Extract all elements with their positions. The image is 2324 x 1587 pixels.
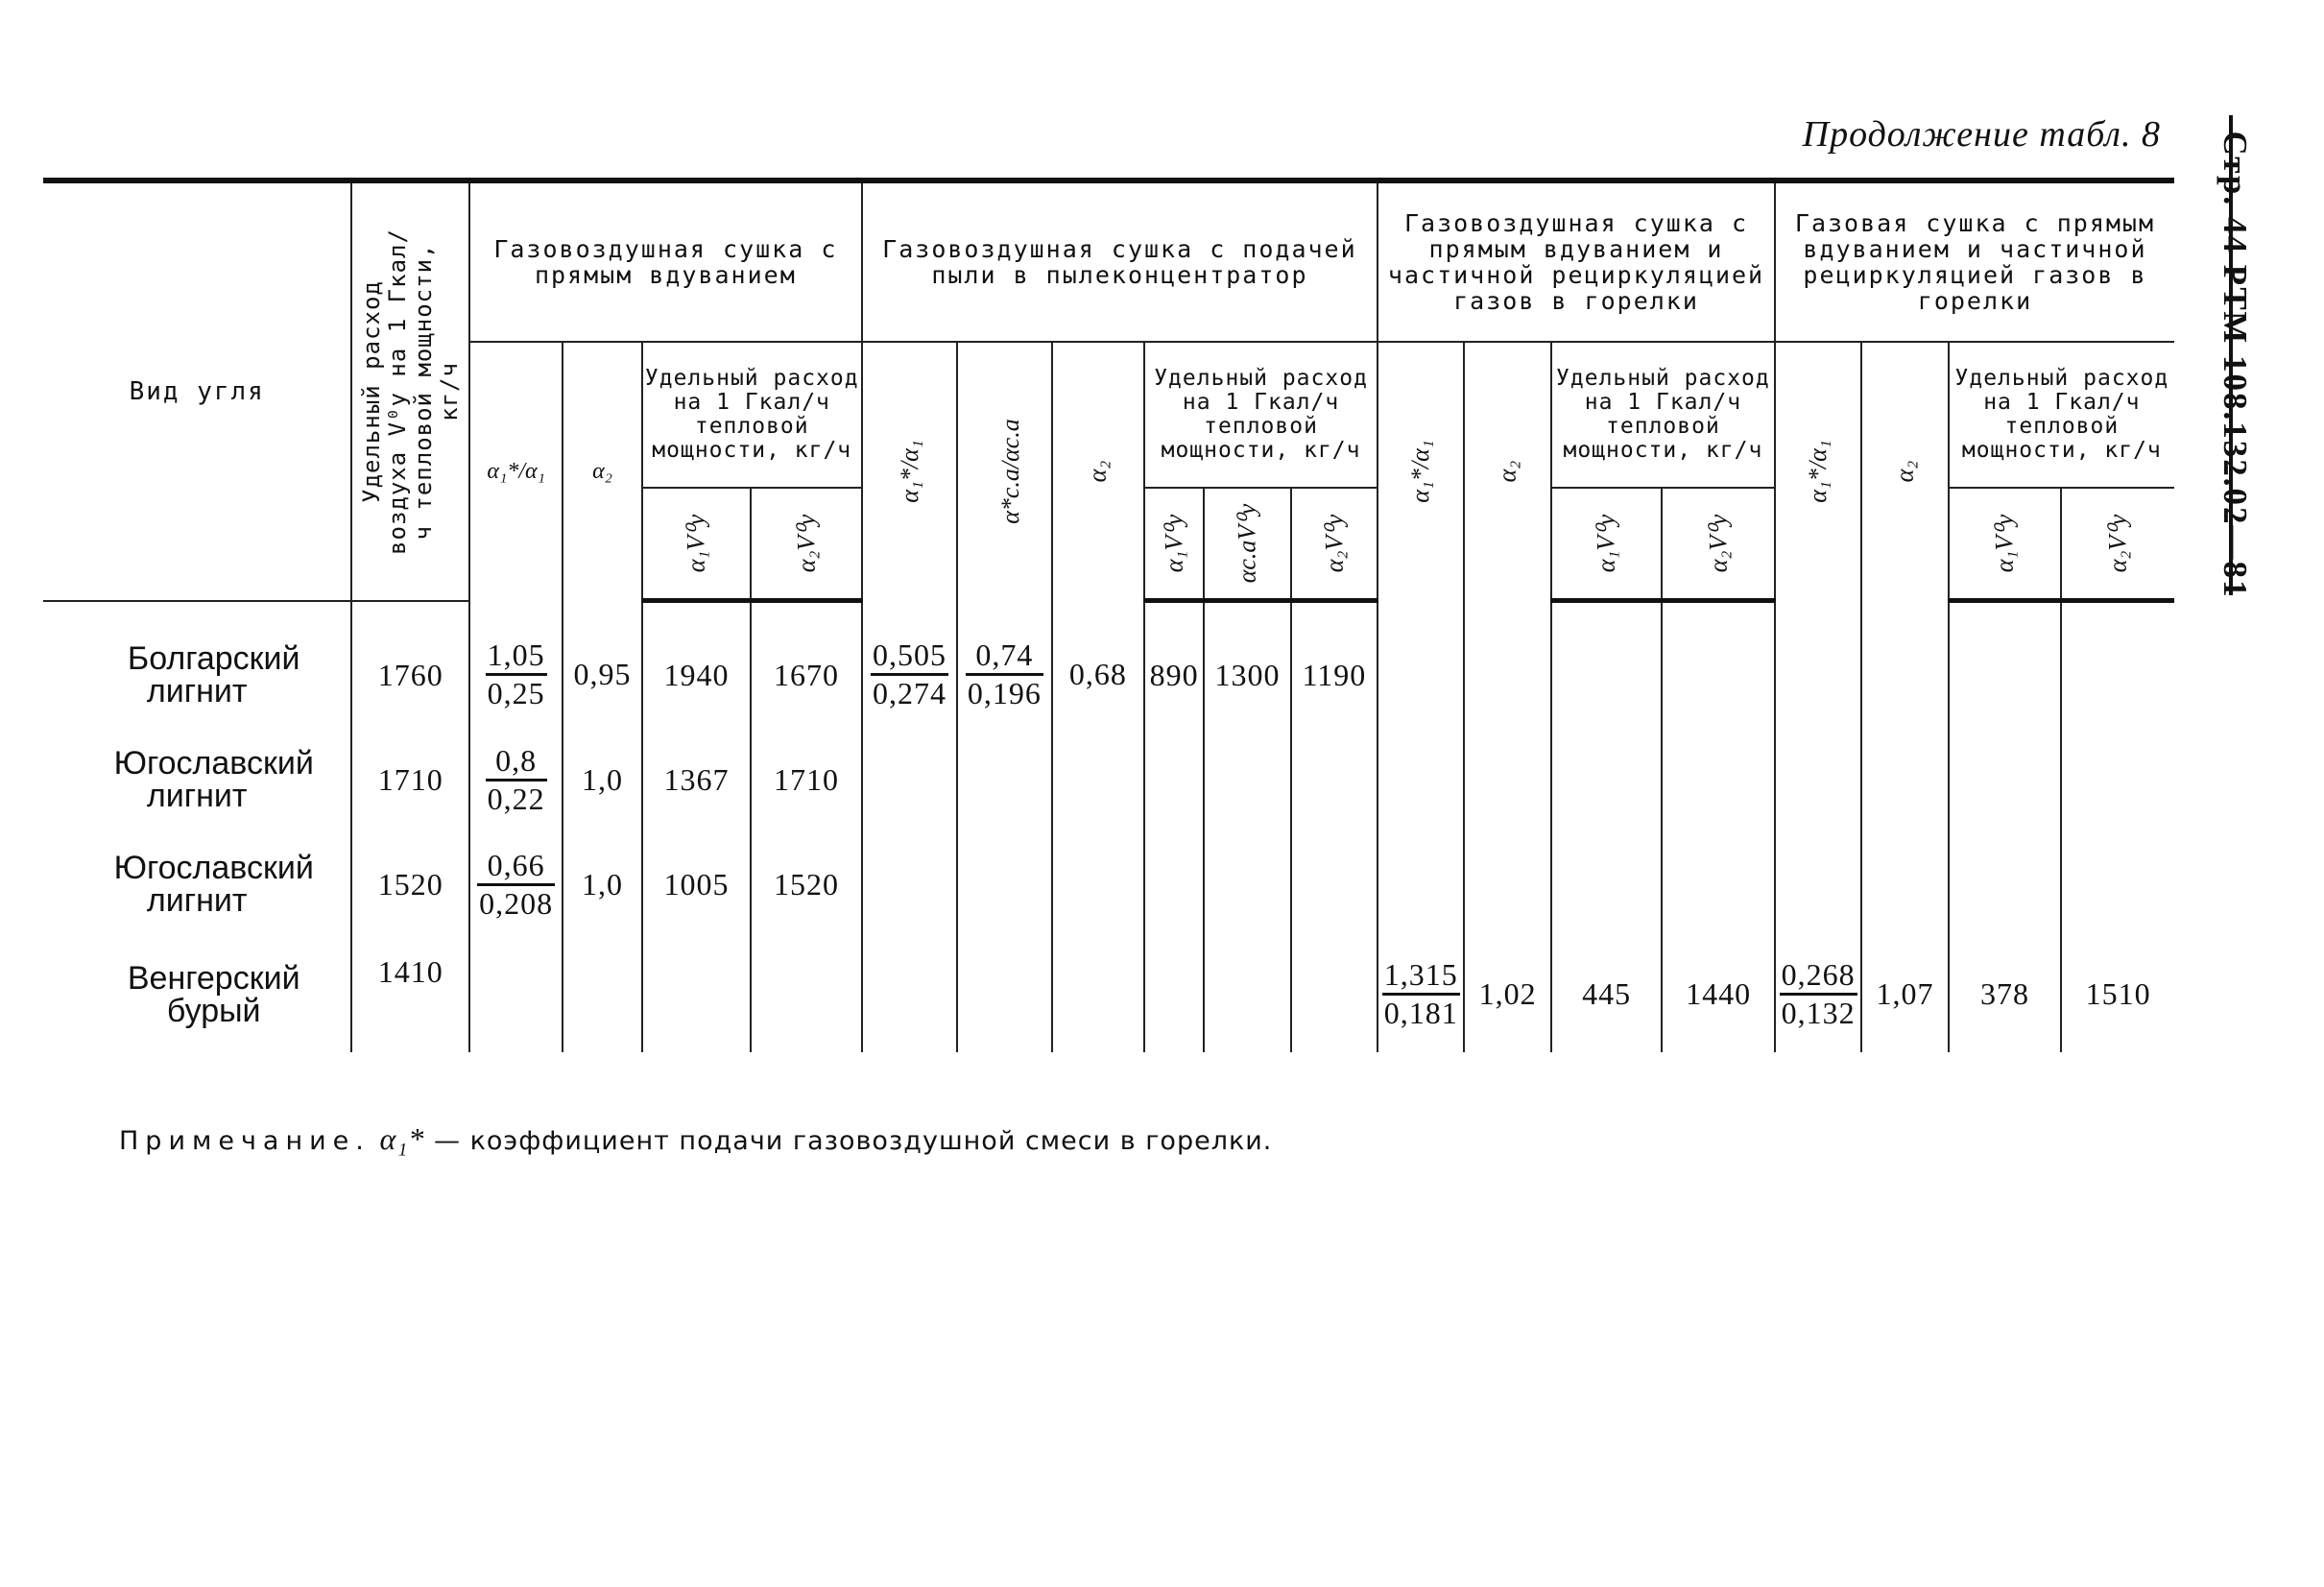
g1-ratio-num: 0,8 [486,743,547,781]
g2-a1star-header [862,342,957,601]
table-row [43,937,2174,1052]
g2-ca-ratio-den: 0,196 [967,676,1042,710]
g2-ratio-num: 0,505 [871,637,948,676]
g2-a1v-value: 890 [1144,601,1204,728]
g2-ratio-den: 0,274 [872,676,946,710]
coal-name-line2: лигнит [146,778,248,814]
g1-ratio-den: 0,22 [487,781,545,816]
side-page-label [2206,115,2264,614]
g2-ca-ratio-num: 0,74 [966,637,1043,676]
g2-ratio [862,601,957,728]
g2-ca-ratio [957,601,1051,728]
g3-ratio [1378,937,1464,1052]
empty-cell [1662,728,1775,832]
g1-ratio-den: 0,208 [479,885,554,921]
g1-a1star-header [469,342,563,601]
empty-cell [862,728,957,832]
g1-a1v-value: 1940 [642,601,752,728]
empty-cell [1052,728,1144,832]
coal-name [43,601,351,728]
coal-name-line1: Югославский [113,850,314,886]
empty-cell [1775,728,1861,832]
g2-acastar-header [957,342,1051,601]
empty-cell [1949,601,2062,728]
empty-cell [1052,832,1144,937]
empty-cell [1378,601,1464,728]
g2-a2v-header [1291,488,1378,601]
coal-name-line2: лигнит [146,673,248,709]
empty-cell [1551,601,1663,728]
g2-specific-flow-header: Удельный расход на 1 Гкал/ч тепловой мощности, кг/ч [1144,342,1378,488]
empty-cell [2061,728,2174,832]
g3-a2v-value: 1440 [1662,937,1775,1052]
empty-cell [1662,601,1775,728]
empty-cell [1949,728,2062,832]
empty-cell [1378,728,1464,832]
g3-a1star-symbol: α₁*/α₁ [1406,440,1435,504]
g4-a1v-header [1949,488,2062,601]
g3-a1star-header [1378,342,1464,601]
g1-ratio [469,601,563,728]
g2-acav-value: 1300 [1204,601,1290,728]
g1-a2v-symbol: α₂V⁰у [791,514,820,573]
g1-a1v-value: 1367 [642,728,752,832]
empty-cell [751,937,862,1052]
g3-a2-header [1464,342,1550,601]
side-page-label-text: Стр. 44 РТМ 108.132.02—81 [2216,131,2254,599]
table-row [43,601,2174,728]
empty-cell [563,937,641,1052]
empty-cell [1861,601,1948,728]
g2-a1v-symbol: α₁V⁰у [1160,514,1188,573]
empty-cell [469,937,563,1052]
empty-cell [1291,832,1378,937]
empty-cell [957,832,1051,937]
note-text: — коэффициент подачи газовоздушной смеси в горелки. [433,1126,1273,1156]
empty-cell [1052,937,1144,1052]
g3-a2v-header [1662,488,1775,601]
g1-a2v-value: 1670 [751,601,862,728]
group4-header: Газовая сушка с прямым вдуванием и частичной рециркуляцией газов в горелки [1775,180,2174,342]
empty-cell [1144,832,1204,937]
g2-a2v-symbol: α₂V⁰у [1319,514,1348,573]
coal-name-line2: лигнит [146,882,248,919]
g3-ratio-num: 1,315 [1382,957,1460,996]
g2-a2-value: 0,68 [1052,601,1144,728]
g3-a1v-value: 445 [1551,937,1663,1052]
empty-cell [1662,832,1775,937]
specific-air-value: 1410 [351,937,469,1052]
g1-a2v-value: 1710 [751,728,862,832]
note-symbol: α₁* [379,1121,425,1156]
coal-type-header: Вид угля [43,180,351,601]
g4-a2v-header [2061,488,2174,601]
g2-a2-header [1052,342,1144,601]
empty-cell [862,832,957,937]
g4-a2-symbol: α₂ [1890,460,1919,483]
g1-a2v-value: 1520 [751,832,862,937]
g3-a2v-symbol: α₂V⁰у [1704,514,1733,573]
g4-ratio-den: 0,132 [1781,996,1856,1030]
empty-cell [1949,832,2062,937]
table-note [119,1121,1272,1157]
group3-header: Газовоздушная сушка с прямым вдуванием и частичной рециркуляцией газов в горелки [1378,180,1775,342]
g4-ratio-num: 0,268 [1780,957,1857,996]
specific-air-header-text: Удельный расход воздуха V⁰у на 1 Гкал/ч тепловой мощности, кг/ч [357,228,463,555]
empty-cell [1291,728,1378,832]
g4-a1star-header [1775,342,1861,601]
g1-a2-value: 1,0 [563,728,641,832]
coal-name [43,832,351,937]
empty-cell [1861,832,1948,937]
empty-cell [1464,832,1550,937]
table-row [43,728,2174,832]
g2-acav-symbol: αс.аV⁰у [1233,503,1261,584]
coal-name [43,937,351,1052]
g3-specific-flow-header: Удельный расход на 1 Гкал/ч тепловой мощности, кг/ч [1551,342,1775,488]
g1-a2-header [563,342,641,601]
coal-name-line2: бурый [166,992,261,1029]
g1-a1v-symbol: α₁V⁰у [682,514,710,573]
table-row [43,832,2174,937]
g4-a1v-value: 378 [1949,937,2062,1052]
g1-ratio [469,728,563,832]
g2-a2-symbol: α₂ [1083,460,1112,483]
empty-cell [642,937,752,1052]
g3-a2-value: 1,02 [1464,937,1550,1052]
coal-drying-table [43,178,2174,1052]
group2-header: Газовоздушная сушка с подачей пыли в пылеконцентратор [862,180,1378,342]
coal-name-line1: Болгарский [127,640,300,677]
empty-cell [1204,728,1290,832]
g1-a2-value: 0,95 [563,601,641,728]
g1-a2-value: 1,0 [563,832,641,937]
g1-specific-flow-header: Удельный расход на 1 Гкал/ч тепловой мощности, кг/ч [642,342,862,488]
g2-acav-header [1204,488,1290,601]
g1-a1v-header [642,488,752,601]
empty-cell [1775,832,1861,937]
g2-a1v-header [1144,488,1204,601]
g4-a1star-symbol: α₁*/α₁ [1804,440,1833,504]
empty-cell [2061,832,2174,937]
empty-cell [1378,832,1464,937]
g4-a2-header [1861,342,1948,601]
g1-a1v-value: 1005 [642,832,752,937]
g1-ratio [469,832,563,937]
empty-cell [1144,728,1204,832]
specific-air-header [351,180,469,601]
group1-header: Газовоздушная сушка с прямым вдуванием [469,180,862,342]
g3-a1v-header [1551,488,1663,601]
specific-air-value: 1760 [351,601,469,728]
empty-cell [1144,937,1204,1052]
empty-cell [1464,601,1550,728]
g3-a1v-symbol: α₁V⁰у [1592,514,1620,573]
empty-cell [1291,937,1378,1052]
continuation-label: Продолжение табл. 8 [1802,114,2161,155]
g1-a1star-symbol: α₁*/α₁ [487,458,545,484]
empty-cell [1775,601,1861,728]
empty-cell [1464,728,1550,832]
g4-a2v-value: 1510 [2061,937,2174,1052]
g1-ratio-den: 0,25 [487,676,545,710]
g1-ratio-num: 0,66 [477,848,555,886]
coal-name-line1: Югославский [113,745,314,781]
empty-cell [1861,728,1948,832]
empty-cell [957,728,1051,832]
specific-air-value: 1520 [351,832,469,937]
g2-a2v-value: 1190 [1291,601,1378,728]
g4-specific-flow-header: Удельный расход на 1 Гкал/ч тепловой мощности, кг/ч [1949,342,2174,488]
g4-a2v-symbol: α₂V⁰у [2103,514,2132,573]
g3-a2-symbol: α₂ [1493,460,1521,483]
empty-cell [1204,937,1290,1052]
coal-name [43,728,351,832]
g1-ratio-num: 1,05 [486,637,547,676]
note-label: Примечание. [119,1126,371,1156]
g4-a1v-symbol: α₁V⁰у [1990,514,2019,573]
g1-a2-symbol: α₂ [592,458,613,484]
g1-a2v-header [751,488,862,601]
g2-a1star-symbol: α₁*/α₁ [895,440,923,504]
g3-ratio-den: 0,181 [1383,996,1458,1030]
g4-a2-value: 1,07 [1861,937,1948,1052]
empty-cell [1551,728,1663,832]
empty-cell [1551,832,1663,937]
empty-cell [1204,832,1290,937]
empty-cell [862,937,957,1052]
coal-name-line1: Венгерский [127,959,300,997]
g2-acastar-symbol: α*с.а/αс.а [995,419,1024,525]
empty-cell [957,937,1051,1052]
empty-cell [2061,601,2174,728]
specific-air-value: 1710 [351,728,469,832]
g4-ratio [1775,937,1861,1052]
